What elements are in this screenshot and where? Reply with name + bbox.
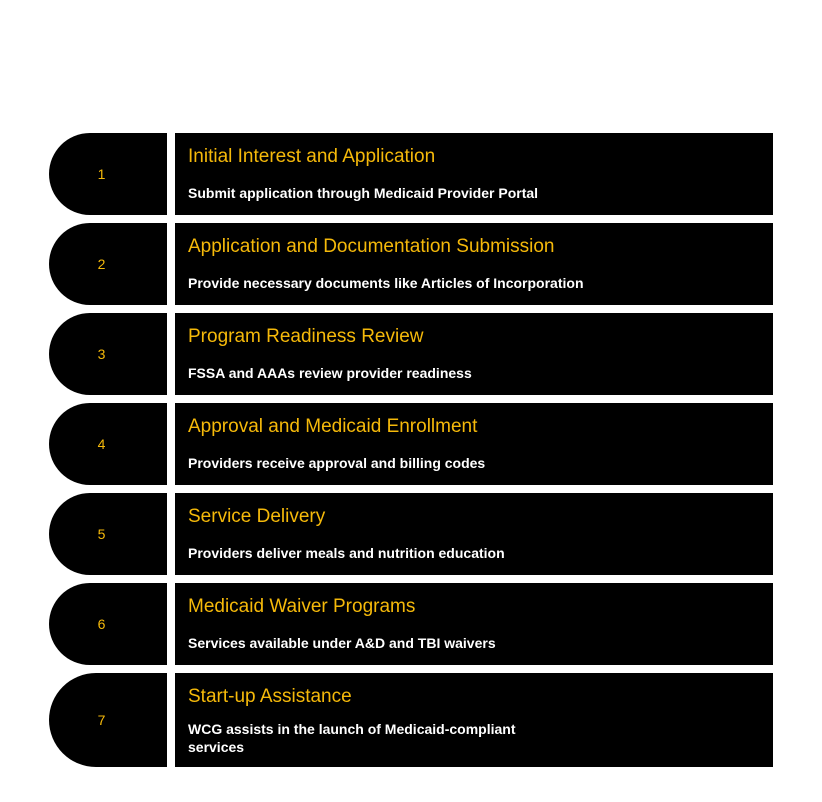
step-description: Providers deliver meals and nutrition education xyxy=(188,545,505,561)
step-title: Medicaid Waiver Programs xyxy=(188,596,416,617)
step-number: 2 xyxy=(97,256,106,272)
step-number: 7 xyxy=(97,712,106,728)
step-number-badge xyxy=(49,403,167,485)
step-description: Services available under A&D and TBI waivers xyxy=(188,635,496,651)
step-7 xyxy=(49,673,773,767)
step-number-badge xyxy=(49,223,167,305)
step-number: 6 xyxy=(97,616,106,632)
step-title: Approval and Medicaid Enrollment xyxy=(188,416,478,437)
step-content xyxy=(175,133,773,215)
step-number: 5 xyxy=(97,526,106,542)
step-title: Start-up Assistance xyxy=(188,686,352,707)
step-content xyxy=(175,313,773,395)
step-content xyxy=(175,403,773,485)
step-4 xyxy=(49,403,773,485)
step-3 xyxy=(49,313,773,395)
step-description: Submit application through Medicaid Provider Portal xyxy=(188,185,539,201)
step-number-badge xyxy=(49,673,167,767)
step-content xyxy=(175,583,773,665)
step-content xyxy=(175,223,773,305)
step-number-badge xyxy=(49,313,167,395)
step-title: Program Readiness Review xyxy=(188,326,424,347)
step-content xyxy=(175,493,773,575)
step-number-badge xyxy=(49,493,167,575)
step-title: Initial Interest and Application xyxy=(188,146,436,167)
step-2 xyxy=(49,223,773,305)
step-number-badge xyxy=(49,133,167,215)
step-5 xyxy=(49,493,773,575)
step-description: FSSA and AAAs review provider readiness xyxy=(188,365,472,381)
step-title: Application and Documentation Submission xyxy=(188,236,555,257)
step-number: 3 xyxy=(97,346,106,362)
step-number-badge xyxy=(49,583,167,665)
step-content xyxy=(175,673,773,767)
step-description: Provide necessary documents like Articles of Incorporation xyxy=(188,275,584,291)
step-number: 1 xyxy=(97,166,106,182)
step-6 xyxy=(49,583,773,665)
step-description: WCG assists in the launch of Medicaid-compliant services xyxy=(188,721,516,755)
step-number: 4 xyxy=(97,436,106,452)
step-1 xyxy=(49,133,773,215)
step-description: Providers receive approval and billing codes xyxy=(188,455,486,471)
step-title: Service Delivery xyxy=(188,506,326,527)
